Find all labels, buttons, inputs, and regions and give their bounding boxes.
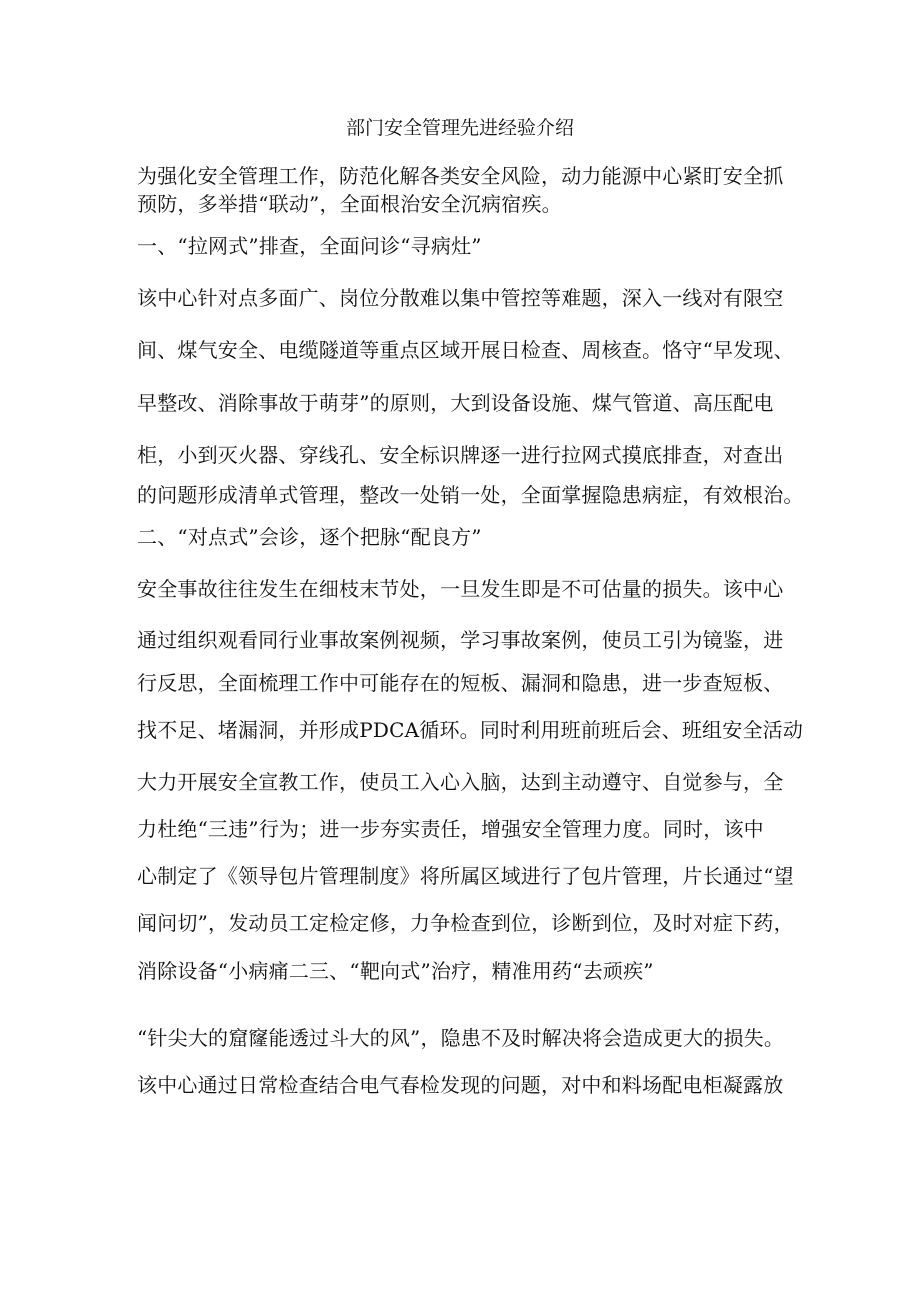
- section-2-line-3: 行反思，全面梳理工作中可能存在的短板、漏洞和隐患，进一步查短板、: [137, 671, 784, 695]
- section-3-line-1: “针尖大的窟窿能透过斗大的风”，隐患不及时解决将会造成更大的损失。: [137, 1026, 785, 1050]
- section-2-line-4: 找不足、堵漏洞，并形成PDCA循环。同时利用班前班后会、班组安全活动: [137, 718, 804, 742]
- document-title: 部门安全管理先进经验介绍: [345, 117, 574, 139]
- section-2-line-2: 通过组织观看同行业事故案例视频，学习事故案例，使员工引为镜鉴，进: [137, 628, 784, 652]
- section-1-line-5: 的问题形成清单式管理，整改一处销一处，全面掌握隐患病症，有效根治。: [137, 483, 804, 507]
- section-1-line-3: 早整改、消除事故于萌芽”的原则，大到设备设施、煤气管道、高压配电: [137, 391, 774, 415]
- section-2-line-8: 闻问切”，发动员工定检定修，力争检查到位，诊断到位，及时对症下药，: [137, 911, 794, 935]
- section-1-heading: 一、“拉网式”排查，全面问诊“寻病灶”: [137, 234, 482, 258]
- section-2-line-7: 心制定了《领导包片管理制度》将所属区域进行了包片管理，片长通过“望: [137, 864, 794, 888]
- intro-line-1: 为强化安全管理工作，防范化解各类安全风险，动力能源中心紧盯安全抓: [137, 164, 784, 188]
- section-2-heading: 二、“对点式”会诊，逐个把脉“配良方”: [137, 525, 482, 549]
- section-1-line-4: 柜，小到灭火器、穿线孔、安全标识牌逐一进行拉网式摸底排查，对查出: [137, 443, 784, 467]
- section-2-line-1: 安全事故往往发生在细枝末节处，一旦发生即是不可估量的损失。该中心: [137, 577, 784, 601]
- section-2-line-6: 力杜绝“三违”行为；进一步夯实责任，增强安全管理力度。同时，该中: [137, 817, 764, 841]
- intro-line-2: 预防，多举措“联动”，全面根治安全沉病宿疾。: [137, 192, 562, 216]
- section-2-line-5: 大力开展安全宣教工作，使员工入心入脑，达到主动遵守、自觉参与，全: [137, 770, 784, 794]
- section-3-line-2: 该中心通过日常检查结合电气春检发现的问题，对中和料场配电柜凝露放: [137, 1073, 784, 1097]
- section-1-line-1: 该中心针对点多面广、岗位分散难以集中管控等难题，深入一线对有限空: [137, 286, 784, 310]
- section-2-line-9: 消除设备“小病痛二三、“靶向式”治疗，精准用药“去顽疾”: [137, 959, 654, 983]
- section-1-line-2: 间、煤气安全、电缆隧道等重点区域开展日检查、周核查。恪守“早发现、: [137, 338, 794, 362]
